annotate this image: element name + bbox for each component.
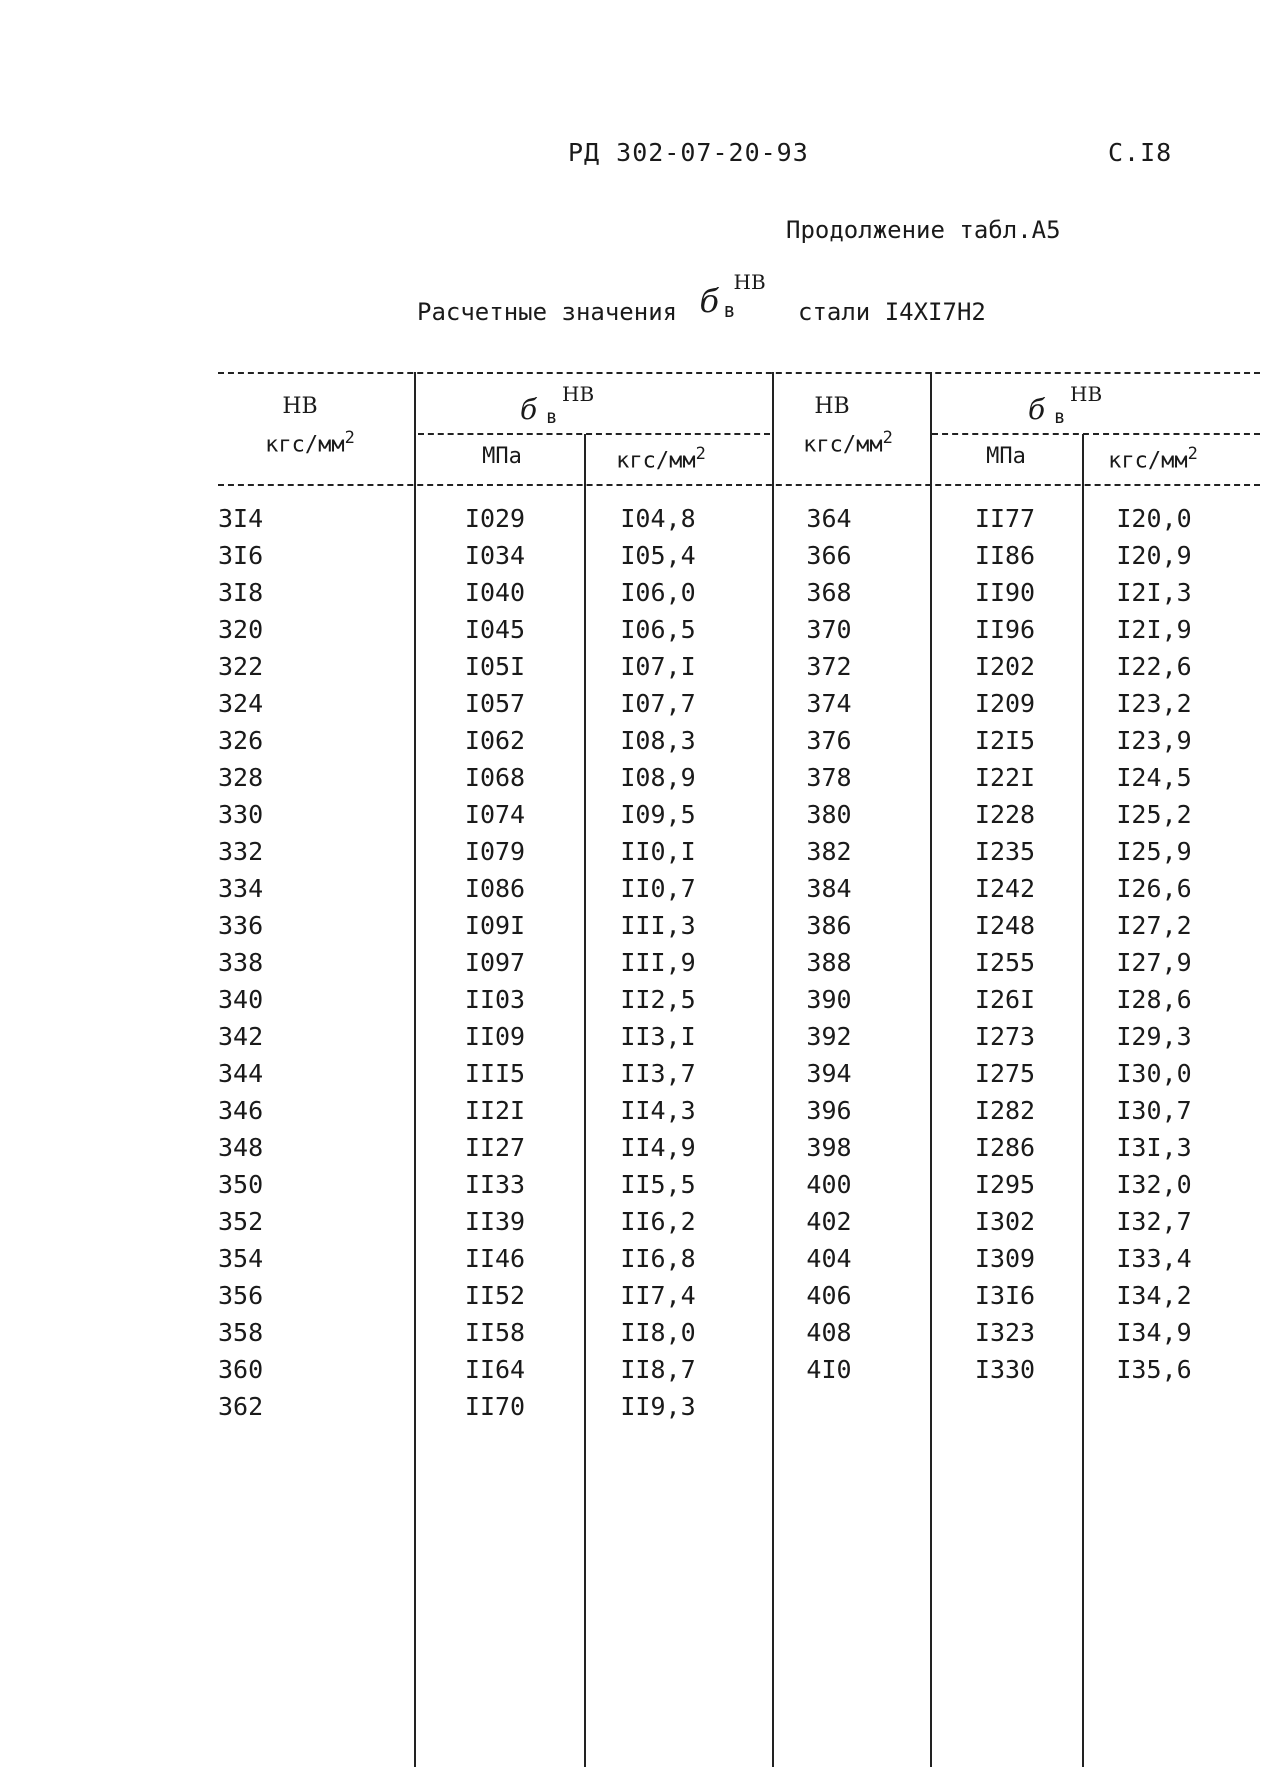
right-mpa-cell: I228 <box>974 800 1036 829</box>
left-hb-cell: 334 <box>218 874 264 903</box>
right-kgs-cell: I32,0 <box>1116 1170 1192 1199</box>
right-mpa-cell: II96 <box>974 615 1036 644</box>
right-hb-cell: 408 <box>806 1318 852 1347</box>
table-top-rule <box>218 372 1260 374</box>
left-kgs-cell: II5,5 <box>620 1170 696 1199</box>
right-mpa-cell: I330 <box>974 1355 1036 1384</box>
right-kgs-cell: I35,6 <box>1116 1355 1192 1384</box>
right-hb-cell: 402 <box>806 1207 852 1236</box>
left-mpa-cell: III5 <box>464 1059 526 1088</box>
left-hb-cell: 326 <box>218 726 264 755</box>
left-mpa-cell: II52 <box>464 1281 526 1310</box>
right-hb-cell: 386 <box>806 911 852 940</box>
caption-prefix: Расчетные значения <box>417 298 678 326</box>
right-hb-cell: 376 <box>806 726 852 755</box>
right-kgs-cell: I22,6 <box>1116 652 1192 681</box>
left-hb-cell: 362 <box>218 1392 264 1421</box>
right-mpa-cell: II90 <box>974 578 1036 607</box>
right-mpa-cell: I323 <box>974 1318 1036 1347</box>
right-hb-cell: 368 <box>806 578 852 607</box>
right-hb-cell: 390 <box>806 985 852 1014</box>
right-kgs-cell: I2I,9 <box>1116 615 1192 644</box>
divider-left-hb <box>414 372 416 1767</box>
right-kgs-cell: I30,0 <box>1116 1059 1192 1088</box>
table-header-rule <box>218 484 1260 486</box>
left-mpa-cell: I062 <box>464 726 526 755</box>
left-mpa-cell: II03 <box>464 985 526 1014</box>
right-hb-cell: 372 <box>806 652 852 681</box>
left-mpa-cell: II09 <box>464 1022 526 1051</box>
left-mpa-cell: I09I <box>464 911 526 940</box>
left-mpa-cell: I029 <box>464 504 526 533</box>
right-kgs-cell: I23,2 <box>1116 689 1192 718</box>
right-hb-cell: 396 <box>806 1096 852 1125</box>
right-hb-cell: 366 <box>806 541 852 570</box>
right-mpa-cell: I26I <box>974 985 1036 1014</box>
right-mpa-cell: I235 <box>974 837 1036 866</box>
right-hb-cell: 398 <box>806 1133 852 1162</box>
left-mpa-cell: II70 <box>464 1392 526 1421</box>
left-mpa-cell: I05I <box>464 652 526 681</box>
left-kgs-cell: II6,2 <box>620 1207 696 1236</box>
table-continuation-label: Продолжение табл.А5 <box>786 216 1061 244</box>
left-mpa-cell: II27 <box>464 1133 526 1162</box>
right-hb-cell: 392 <box>806 1022 852 1051</box>
left-mpa-cell: II39 <box>464 1207 526 1236</box>
right-mpa-cell: I309 <box>974 1244 1036 1273</box>
left-mpa-cell: I034 <box>464 541 526 570</box>
right-kgs-cell: I29,3 <box>1116 1022 1192 1051</box>
header-sigma-right: б в HB <box>1028 382 1103 428</box>
left-kgs-cell: II2,5 <box>620 985 696 1014</box>
divider-right-hb <box>930 372 932 1767</box>
left-hb-cell: 3I8 <box>218 578 264 607</box>
left-mpa-cell: II33 <box>464 1170 526 1199</box>
left-hb-cell: 324 <box>218 689 264 718</box>
document-number: РД 302-07-20-93 <box>568 138 809 167</box>
left-kgs-cell: I07,I <box>620 652 696 681</box>
left-kgs-cell: I07,7 <box>620 689 696 718</box>
left-hb-cell: 350 <box>218 1170 264 1199</box>
right-mpa-cell: I248 <box>974 911 1036 940</box>
left-kgs-cell: II4,9 <box>620 1133 696 1162</box>
divider-right-mpa <box>1082 434 1084 1767</box>
left-kgs-cell: I06,0 <box>620 578 696 607</box>
header-hb-unit-left: кгс/$мм^2$ <box>265 428 355 458</box>
right-mpa-cell: I282 <box>974 1096 1036 1125</box>
right-mpa-cell: II77 <box>974 504 1036 533</box>
left-kgs-cell: III,9 <box>620 948 696 977</box>
left-kgs-cell: I05,4 <box>620 541 696 570</box>
left-kgs-cell: I04,8 <box>620 504 696 533</box>
right-hb-cell: 394 <box>806 1059 852 1088</box>
left-kgs-cell: II3,7 <box>620 1059 696 1088</box>
right-mpa-cell: I209 <box>974 689 1036 718</box>
right-mpa-cell: II86 <box>974 541 1036 570</box>
header-hb-unit-right: кгс/$мм^2$ <box>803 428 893 458</box>
left-mpa-cell: I045 <box>464 615 526 644</box>
left-kgs-cell: II3,I <box>620 1022 696 1051</box>
left-hb-cell: 336 <box>218 911 264 940</box>
right-kgs-cell: I30,7 <box>1116 1096 1192 1125</box>
right-mpa-cell: I255 <box>974 948 1036 977</box>
left-mpa-cell: II58 <box>464 1318 526 1347</box>
right-mpa-cell: I286 <box>974 1133 1036 1162</box>
left-mpa-cell: I097 <box>464 948 526 977</box>
left-hb-cell: 328 <box>218 763 264 792</box>
header-mpa-right: МПа <box>986 444 1026 469</box>
header-hb-left: HB <box>282 394 318 419</box>
left-kgs-cell: II0,I <box>620 837 696 866</box>
right-sigma-subrule <box>932 433 1260 435</box>
left-mpa-cell: I040 <box>464 578 526 607</box>
right-hb-cell: 388 <box>806 948 852 977</box>
right-kgs-cell: I20,0 <box>1116 504 1192 533</box>
right-kgs-cell: I20,9 <box>1116 541 1192 570</box>
left-kgs-cell: II8,7 <box>620 1355 696 1384</box>
header-hb-right: HB <box>814 394 850 419</box>
right-mpa-cell: I2I5 <box>974 726 1036 755</box>
caption-suffix: стали I4XI7H2 <box>798 298 986 326</box>
right-hb-cell: 4I0 <box>806 1355 852 1384</box>
left-hb-cell: 322 <box>218 652 264 681</box>
left-hb-cell: 356 <box>218 1281 264 1310</box>
page-number: С.I8 <box>1108 138 1173 167</box>
left-hb-cell: 3I4 <box>218 504 264 533</box>
caption-sigma: б <box>699 282 720 320</box>
right-mpa-cell: I242 <box>974 874 1036 903</box>
caption-sigma-sup: HB <box>733 270 766 294</box>
left-kgs-cell: II4,3 <box>620 1096 696 1125</box>
left-mpa-cell: I079 <box>464 837 526 866</box>
right-hb-cell: 382 <box>806 837 852 866</box>
right-hb-cell: 370 <box>806 615 852 644</box>
left-hb-cell: 358 <box>218 1318 264 1347</box>
header-kgs-right: кгс/$мм^2$ <box>1108 444 1198 474</box>
left-mpa-cell: I086 <box>464 874 526 903</box>
right-mpa-cell: I302 <box>974 1207 1036 1236</box>
left-hb-cell: 344 <box>218 1059 264 1088</box>
left-hb-cell: 338 <box>218 948 264 977</box>
right-hb-cell: 406 <box>806 1281 852 1310</box>
right-kgs-cell: I24,5 <box>1116 763 1192 792</box>
right-hb-cell: 404 <box>806 1244 852 1273</box>
left-kgs-cell: II6,8 <box>620 1244 696 1273</box>
left-kgs-cell: I06,5 <box>620 615 696 644</box>
left-hb-cell: 330 <box>218 800 264 829</box>
left-hb-cell: 346 <box>218 1096 264 1125</box>
left-mpa-cell: I057 <box>464 689 526 718</box>
right-hb-cell: 400 <box>806 1170 852 1199</box>
divider-middle <box>772 372 774 1767</box>
right-kgs-cell: I34,9 <box>1116 1318 1192 1347</box>
right-kgs-cell: I26,6 <box>1116 874 1192 903</box>
right-kgs-cell: I27,2 <box>1116 911 1192 940</box>
left-hb-cell: 352 <box>218 1207 264 1236</box>
right-kgs-cell: I34,2 <box>1116 1281 1192 1310</box>
left-hb-cell: 320 <box>218 615 264 644</box>
right-hb-cell: 384 <box>806 874 852 903</box>
table-caption <box>417 270 986 326</box>
header-kgs-left: кгс/$мм^2$ <box>616 444 706 474</box>
divider-left-mpa <box>584 434 586 1767</box>
right-kgs-cell: I27,9 <box>1116 948 1192 977</box>
left-hb-cell: 354 <box>218 1244 264 1273</box>
left-kgs-cell: I09,5 <box>620 800 696 829</box>
right-kgs-cell: I2I,3 <box>1116 578 1192 607</box>
left-mpa-cell: II46 <box>464 1244 526 1273</box>
left-hb-cell: 348 <box>218 1133 264 1162</box>
right-kgs-cell: I23,9 <box>1116 726 1192 755</box>
left-hb-cell: 340 <box>218 985 264 1014</box>
right-mpa-cell: I202 <box>974 652 1036 681</box>
right-mpa-cell: I273 <box>974 1022 1036 1051</box>
right-mpa-cell: I22I <box>974 763 1036 792</box>
caption-symbol <box>692 270 784 322</box>
right-mpa-cell: I295 <box>974 1170 1036 1199</box>
left-hb-cell: 342 <box>218 1022 264 1051</box>
header-mpa-left: МПа <box>482 444 522 469</box>
left-hb-cell: 332 <box>218 837 264 866</box>
right-kgs-cell: I32,7 <box>1116 1207 1192 1236</box>
left-hb-cell: 3I6 <box>218 541 264 570</box>
right-kgs-cell: I33,4 <box>1116 1244 1192 1273</box>
right-hb-cell: 364 <box>806 504 852 533</box>
left-mpa-cell: I068 <box>464 763 526 792</box>
right-mpa-cell: I3I6 <box>974 1281 1036 1310</box>
right-mpa-cell: I275 <box>974 1059 1036 1088</box>
right-hb-cell: 378 <box>806 763 852 792</box>
left-kgs-cell: II7,4 <box>620 1281 696 1310</box>
left-mpa-cell: II64 <box>464 1355 526 1384</box>
right-kgs-cell: I25,2 <box>1116 800 1192 829</box>
caption-sigma-sub: в <box>723 298 736 322</box>
left-kgs-cell: I08,3 <box>620 726 696 755</box>
right-kgs-cell: I3I,3 <box>1116 1133 1192 1162</box>
left-kgs-cell: II8,0 <box>620 1318 696 1347</box>
left-kgs-cell: III,3 <box>620 911 696 940</box>
right-kgs-cell: I25,9 <box>1116 837 1192 866</box>
left-mpa-cell: I074 <box>464 800 526 829</box>
left-mpa-cell: II2I <box>464 1096 526 1125</box>
left-kgs-cell: II0,7 <box>620 874 696 903</box>
left-kgs-cell: I08,9 <box>620 763 696 792</box>
left-kgs-cell: II9,3 <box>620 1392 696 1421</box>
left-hb-cell: 360 <box>218 1355 264 1384</box>
right-hb-cell: 380 <box>806 800 852 829</box>
right-kgs-cell: I28,6 <box>1116 985 1192 1014</box>
right-hb-cell: 374 <box>806 689 852 718</box>
header-sigma-left: б в HB <box>520 382 595 428</box>
left-sigma-subrule <box>418 433 770 435</box>
